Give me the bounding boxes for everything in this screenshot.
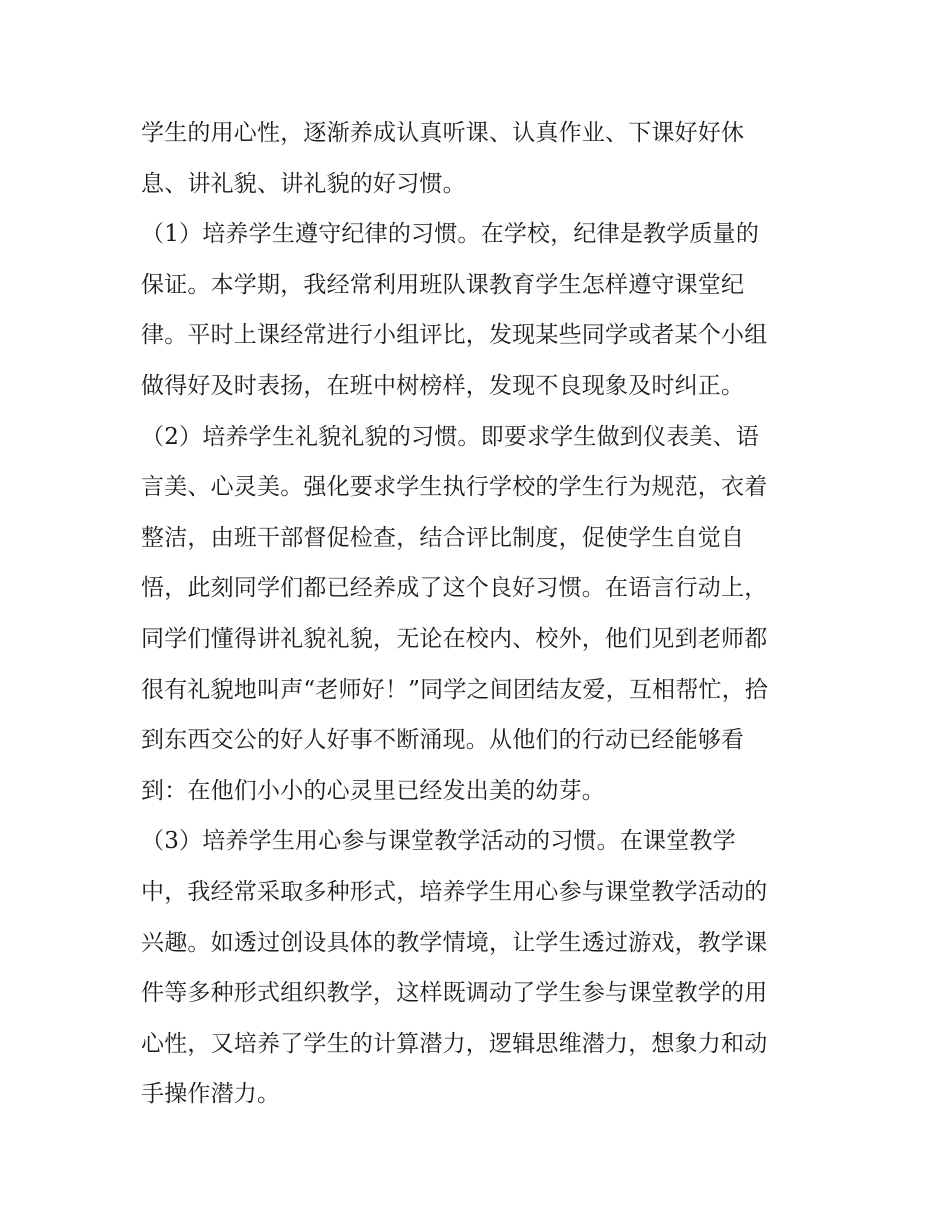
text-line: 同学们懂得讲礼貌礼貌，无论在校内、校外，他们见到老师都: [141, 625, 768, 652]
text-line: 言美、心灵美。强化要求学生执行学校的学生行为规范，衣着: [141, 474, 768, 501]
text-line: 悟，此刻同学们都已经养成了这个良好习惯。在语言行动上，: [141, 575, 768, 602]
text-line: （2）培养学生礼貌礼貌的习惯。即要求学生做到仪表美、语: [141, 423, 760, 450]
text-line: 律。平时上课经常进行小组评比，发现某些同学或者某个小组: [141, 322, 768, 349]
text-line: 息、讲礼貌、讲礼貌的好习惯。: [141, 170, 466, 197]
text-line: 整洁，由班干部督促检查，结合评比制度，促使学生自觉自: [141, 524, 745, 551]
text-line: 很有礼貌地叫声“老师好！”同学之间团结友爱，互相帮忙，拾: [141, 676, 769, 703]
text-line: 到：在他们小小的心灵里已经发出美的幼芽。: [141, 777, 605, 804]
text-line: 学生的用心性，逐渐养成认真听课、认真作业、下课好好休: [141, 120, 745, 146]
text-line: 到东西交公的好人好事不断涌现。从他们的行动已经能够看: [141, 727, 745, 754]
body-text: [141, 108, 821, 1120]
text-line: （1）培养学生遵守纪律的习惯。在学校，纪律是教学质量的: [141, 221, 760, 248]
text-line: 心性，又培养了学生的计算潜力，逻辑思维潜力，想象力和动: [141, 1030, 768, 1057]
text-line: 中，我经常采取多种形式，培养学生用心参与课堂教学活动的: [141, 878, 768, 905]
text-line: 做得好及时表扬，在班中树榜样，发现不良现象及时纠正。: [141, 372, 745, 399]
text-line: 件等多种形式组织教学，这样既调动了学生参与课堂教学的用: [141, 980, 768, 1007]
text-line: （3）培养学生用心参与课堂教学活动的习惯。在课堂教学: [141, 828, 736, 855]
text-line: 手操作潜力。: [141, 1081, 281, 1108]
text-line: 兴趣。如透过创设具体的教学情境，让学生透过游戏，教学课: [141, 929, 768, 956]
text-line: 保证。本学期，我经常利用班队课教育学生怎样遵守课堂纪: [141, 271, 745, 298]
